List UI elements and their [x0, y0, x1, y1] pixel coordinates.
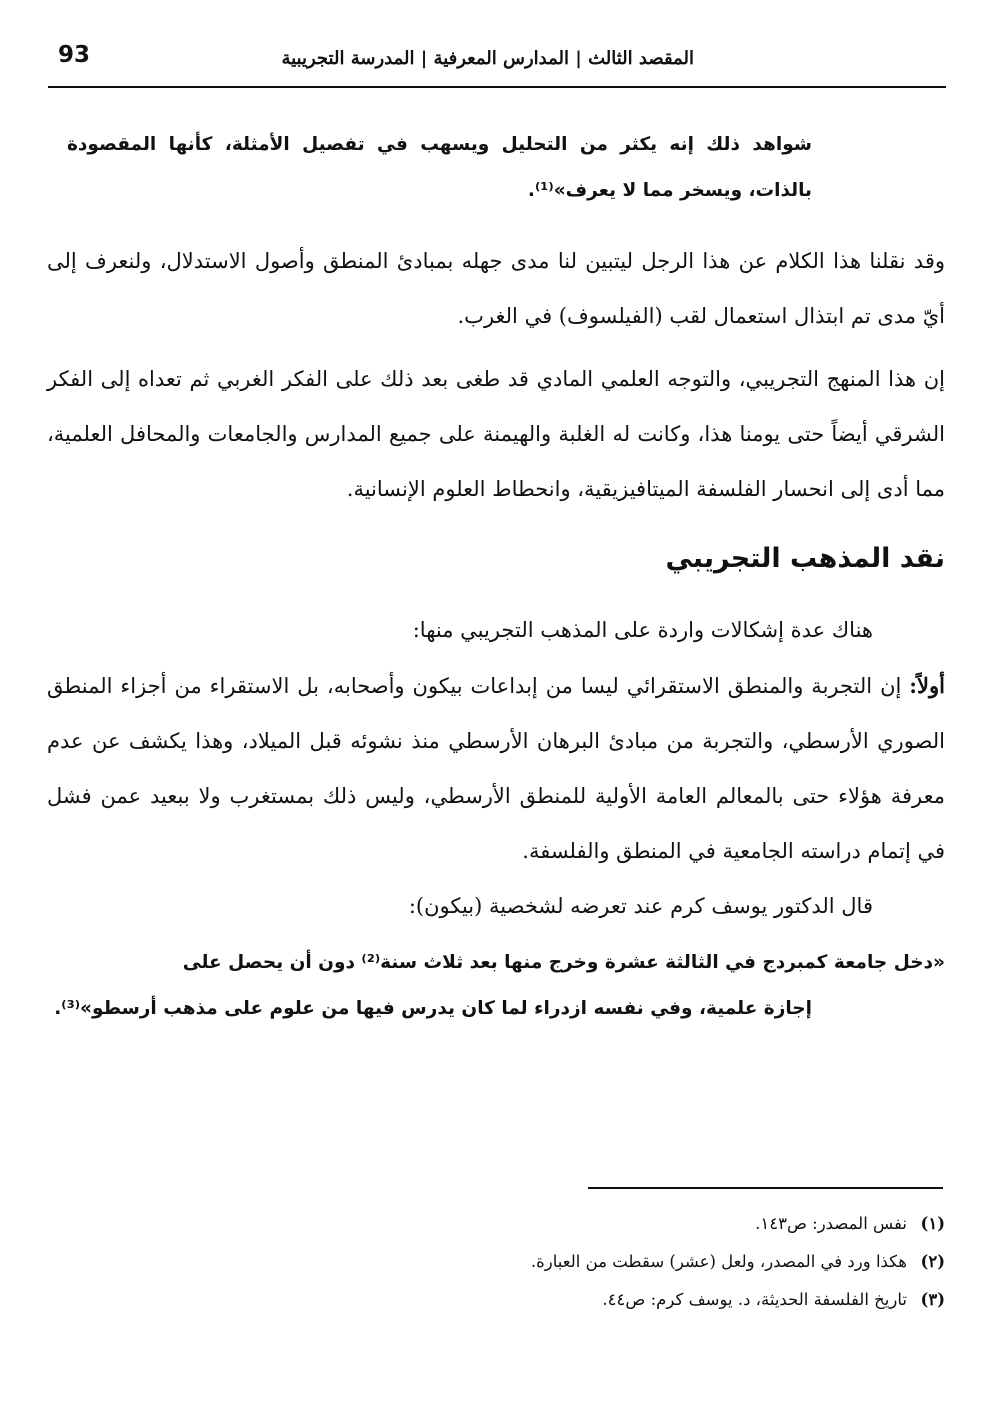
footnotes	[445, 1205, 945, 1319]
footnote-number: (٢)	[920, 1252, 945, 1271]
running-head: المقصد الثالث | المدارس المعرفية | المدرسة التجريبية	[281, 48, 694, 69]
footnote-number: (٣)	[920, 1290, 945, 1309]
footnote-text: تاريخ الفلسفة الحديثة، د. يوسف كرم: ص٤٤.	[602, 1290, 907, 1309]
footnote-text: هكذا ورد في المصدر، ولعل (عشر) سقطت من العبارة.	[530, 1252, 907, 1271]
page-number: 93	[58, 42, 91, 68]
footnote	[445, 1243, 945, 1281]
point-label: أولاً:	[909, 673, 945, 698]
point-first	[47, 658, 945, 879]
citation-intro: قال الدكتور يوسف كرم عند تعرضه لشخصية (بيكون):	[408, 894, 873, 918]
paragraph: وقد نقلنا هذا الكلام عن هذا الرجل ليتبين لنا مدى جهله بمبادئ المنطق وأصول الاستدلال، ولنعرف إلى أيّ مدى تم ابتذال استعمال لقب (الفيلسوف) في الغرب.	[47, 249, 945, 328]
footnote	[445, 1281, 945, 1319]
quote-line: إجازة علمية، وفي نفسه ازدراء لما كان يدرس فيها من علوم على مذهب أرسطو»⁽³⁾.	[54, 998, 812, 1019]
page-body	[47, 122, 945, 1032]
quote-line: «دخل جامعة كمبردج في الثالثة عشرة وخرج منها بعد ثلاث سنة⁽²⁾ دون أن يحصل على	[182, 952, 945, 973]
paragraph: إن هذا المنهج التجريبي، والتوجه العلمي المادي قد طغى بعد ذلك على الفكر الغربي ثم تعداه إلى الفكر الشرقي أيضاً حتى يومنا هذا، وكانت له الغلبة والهيمنة على جميع المدارس والجامعات والمحافل العلمية، مما أدى إلى انحسار الفلسفة الميتافيزيقية، وانحطاط العلوم الإنسانية.	[47, 367, 945, 501]
quote-block	[47, 940, 945, 1032]
point-text: إن التجربة والمنطق الاستقرائي ليسا من إبداعات بيكون وأصحابه، بل الاستقراء من أجزاء المنطق الصوري الأرسطي، والتجربة من مبادئ البرهان الأرسطي منذ نشوئه قبل الميلاد، وهذا يكشف عن عدم معرفة هؤلاء حتى بالمعالم العامة الأولية للمنطق الأرسطي، وليس ذلك بمستغرب ولا ببعيد عمن فشل في إتمام دراسته الجامعية في المنطق والفلسفة.	[47, 674, 945, 863]
footnote-number: (١)	[920, 1214, 945, 1233]
page-header	[48, 36, 946, 88]
footnote-divider	[588, 1187, 943, 1189]
section-heading: نقد المذهب التجريبي	[665, 543, 945, 574]
section-intro: هناك عدة إشكالات واردة على المذهب التجريبي منها:	[412, 618, 873, 642]
quote-block: شواهد ذلك إنه يكثر من التحليل ويسهب في تفصيل الأمثلة، كأنها المقصودة بالذات، ويسخر مما لا يعرف»⁽¹⁾.	[67, 134, 812, 201]
footnote-text: نفس المصدر: ص١٤٣.	[755, 1214, 907, 1233]
footnote	[445, 1205, 945, 1243]
